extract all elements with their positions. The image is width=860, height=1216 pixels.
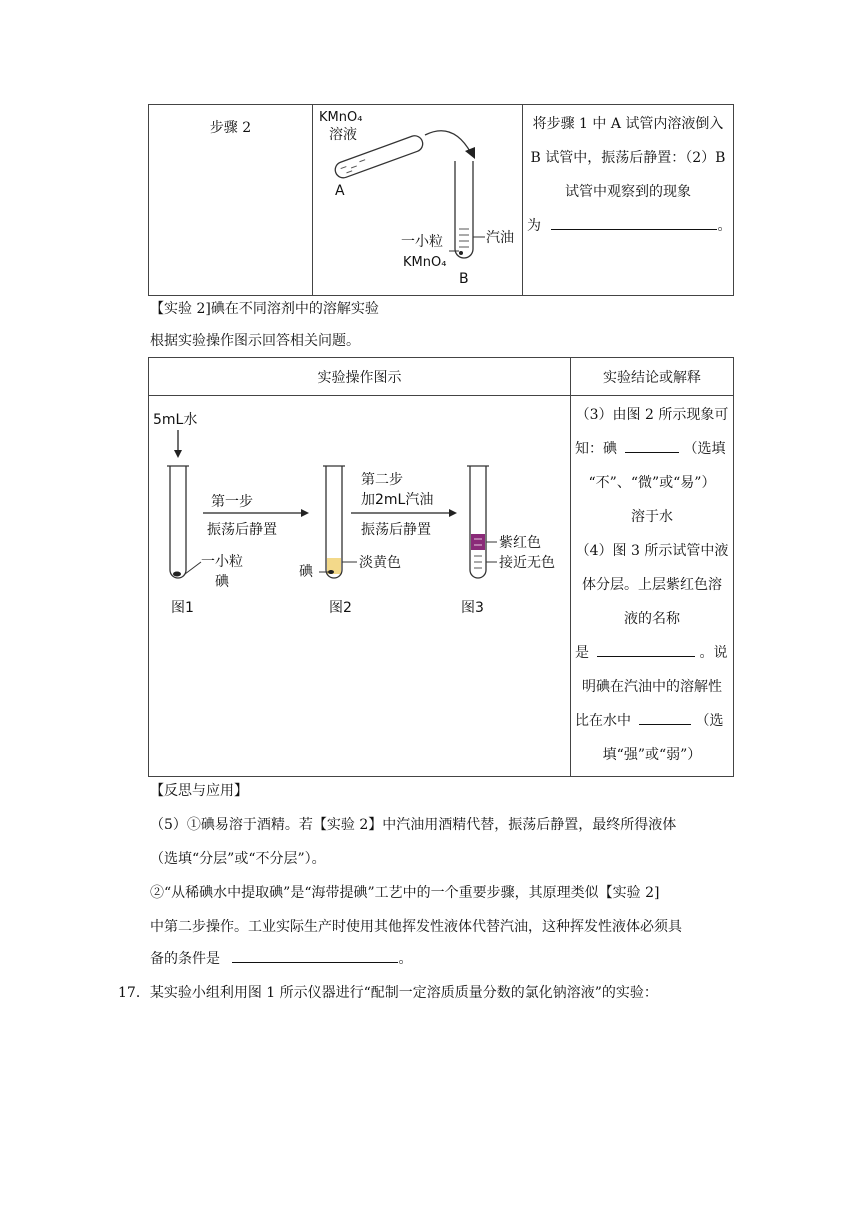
solution-label: 溶液: [329, 127, 357, 143]
answer-blank-2[interactable]: [551, 215, 717, 230]
q4-line-4: 是 。说: [575, 636, 729, 670]
particle-label-fig1: 一小粒: [201, 554, 243, 570]
header-operation: 实验操作图示: [149, 358, 571, 396]
step2-table: [148, 104, 734, 296]
desc-line-2: B 试管中，振荡后静置：（2）B: [530, 150, 726, 166]
answer-blank-5[interactable]: [232, 948, 398, 963]
desc-line-4: 为 。: [523, 209, 733, 243]
header-conclusion: 实验结论或解释: [571, 358, 734, 396]
test-tube-fig2: [323, 466, 345, 578]
iodine-diagram: [149, 396, 570, 772]
reflection-heading: 【反思与应用】: [150, 783, 248, 799]
pale-yellow-label: 淡黄色: [359, 555, 401, 571]
step2-add-label: 加2mL汽油: [361, 492, 434, 508]
particle-kmno4-label: KMnO₄: [403, 255, 447, 270]
q5b-line-3: 备的条件是 。: [150, 948, 412, 968]
q4-line-5: 明碘在汽油中的溶解性: [582, 679, 722, 695]
tube-b-label: B: [459, 271, 469, 287]
test-tube-fig3: [467, 466, 489, 578]
water-label: 5mL水: [153, 412, 198, 428]
q3-line-3: “不”、“微”或“易”）: [588, 475, 716, 491]
kmno4-reagent-label: KMnO₄: [319, 110, 363, 125]
pour-arrow: [425, 131, 471, 153]
desc-line-1: 将步骤 1 中 A 试管内溶液倒入: [532, 116, 724, 132]
fig3-label: 图3: [461, 600, 484, 616]
q5b-line-2: 中第二步操作。工业实际生产时使用其他挥发性液体代替汽油，这种挥发性液体必须具: [150, 919, 682, 935]
test-tube-fig1: [167, 466, 189, 578]
step2-label: 第二步: [361, 472, 403, 488]
step-label-cell: [149, 105, 313, 296]
exp2-instruction: 根据实验操作图示回答相关问题。: [150, 333, 360, 349]
kmno4-figure-cell: [313, 105, 523, 296]
kmno4-diagram: [313, 105, 522, 291]
answer-blank-3[interactable]: [625, 438, 679, 453]
step1-action-label: 振荡后静置: [207, 522, 277, 538]
step-label: 步骤 2: [209, 120, 252, 136]
q4-line-2: 体分层。上层紫红色溶: [582, 577, 722, 593]
step2-action-label: 振荡后静置: [361, 522, 431, 538]
fig2-label: 图2: [329, 600, 352, 616]
desc-line-3: 试管中观察到的现象: [565, 184, 691, 200]
colorless-label: 接近无色: [499, 555, 555, 571]
purple-label: 紫红色: [499, 535, 541, 551]
iodine-label-fig2: 碘: [299, 564, 313, 580]
particle-label: 一小粒: [401, 234, 443, 250]
gasoline-label: 汽油: [486, 230, 514, 246]
purple-layer: [471, 534, 485, 550]
step1-label: 第一步: [211, 494, 253, 510]
q3-line-4: 溶于水: [631, 509, 673, 525]
iodine-table: [148, 357, 734, 777]
q4-line-6: 比在水中 （选: [575, 704, 729, 738]
tube-a-label: A: [335, 183, 345, 199]
conclusion-cell: [571, 396, 734, 777]
q3-line-2: 知：碘 （选填: [575, 432, 729, 466]
step2-description-cell: [523, 105, 734, 296]
exp2-heading: 【实验 2]碘在不同溶剂中的溶解实验: [150, 301, 379, 317]
answer-blank-4a[interactable]: [597, 642, 695, 657]
iodine-label-fig1: 碘: [215, 574, 229, 590]
answer-blank-4b[interactable]: [639, 710, 691, 725]
q4-line-7: 填“强”或“弱”）: [602, 747, 702, 763]
q5b-line-1: ②“从稀碘水中提取碘”是“海带提碘”工艺中的一个重要步骤，其原理类似【实验 2]: [150, 885, 660, 901]
q5-line-2: （选填“分层”或“不分层”）。: [150, 851, 326, 867]
q4-line-3: 液的名称: [624, 611, 680, 627]
test-tube-b: [455, 161, 473, 258]
q5-line-1: （5）①碘易溶于酒精。若【实验 2】中汽油用酒精代替，振荡后静置，最终所得液体: [150, 817, 677, 833]
fig1-label: 图1: [171, 600, 194, 616]
q4-line-1: （4）图 3 所示试管中液: [575, 543, 729, 559]
q3-line-1: （3）由图 2 所示现象可: [575, 407, 729, 423]
iodine-figure-cell: [149, 396, 571, 777]
question-17: 17．某实验小组利用图 1 所示仪器进行“配制一定溶质质量分数的氯化钠溶液”的实验：: [118, 985, 658, 1001]
